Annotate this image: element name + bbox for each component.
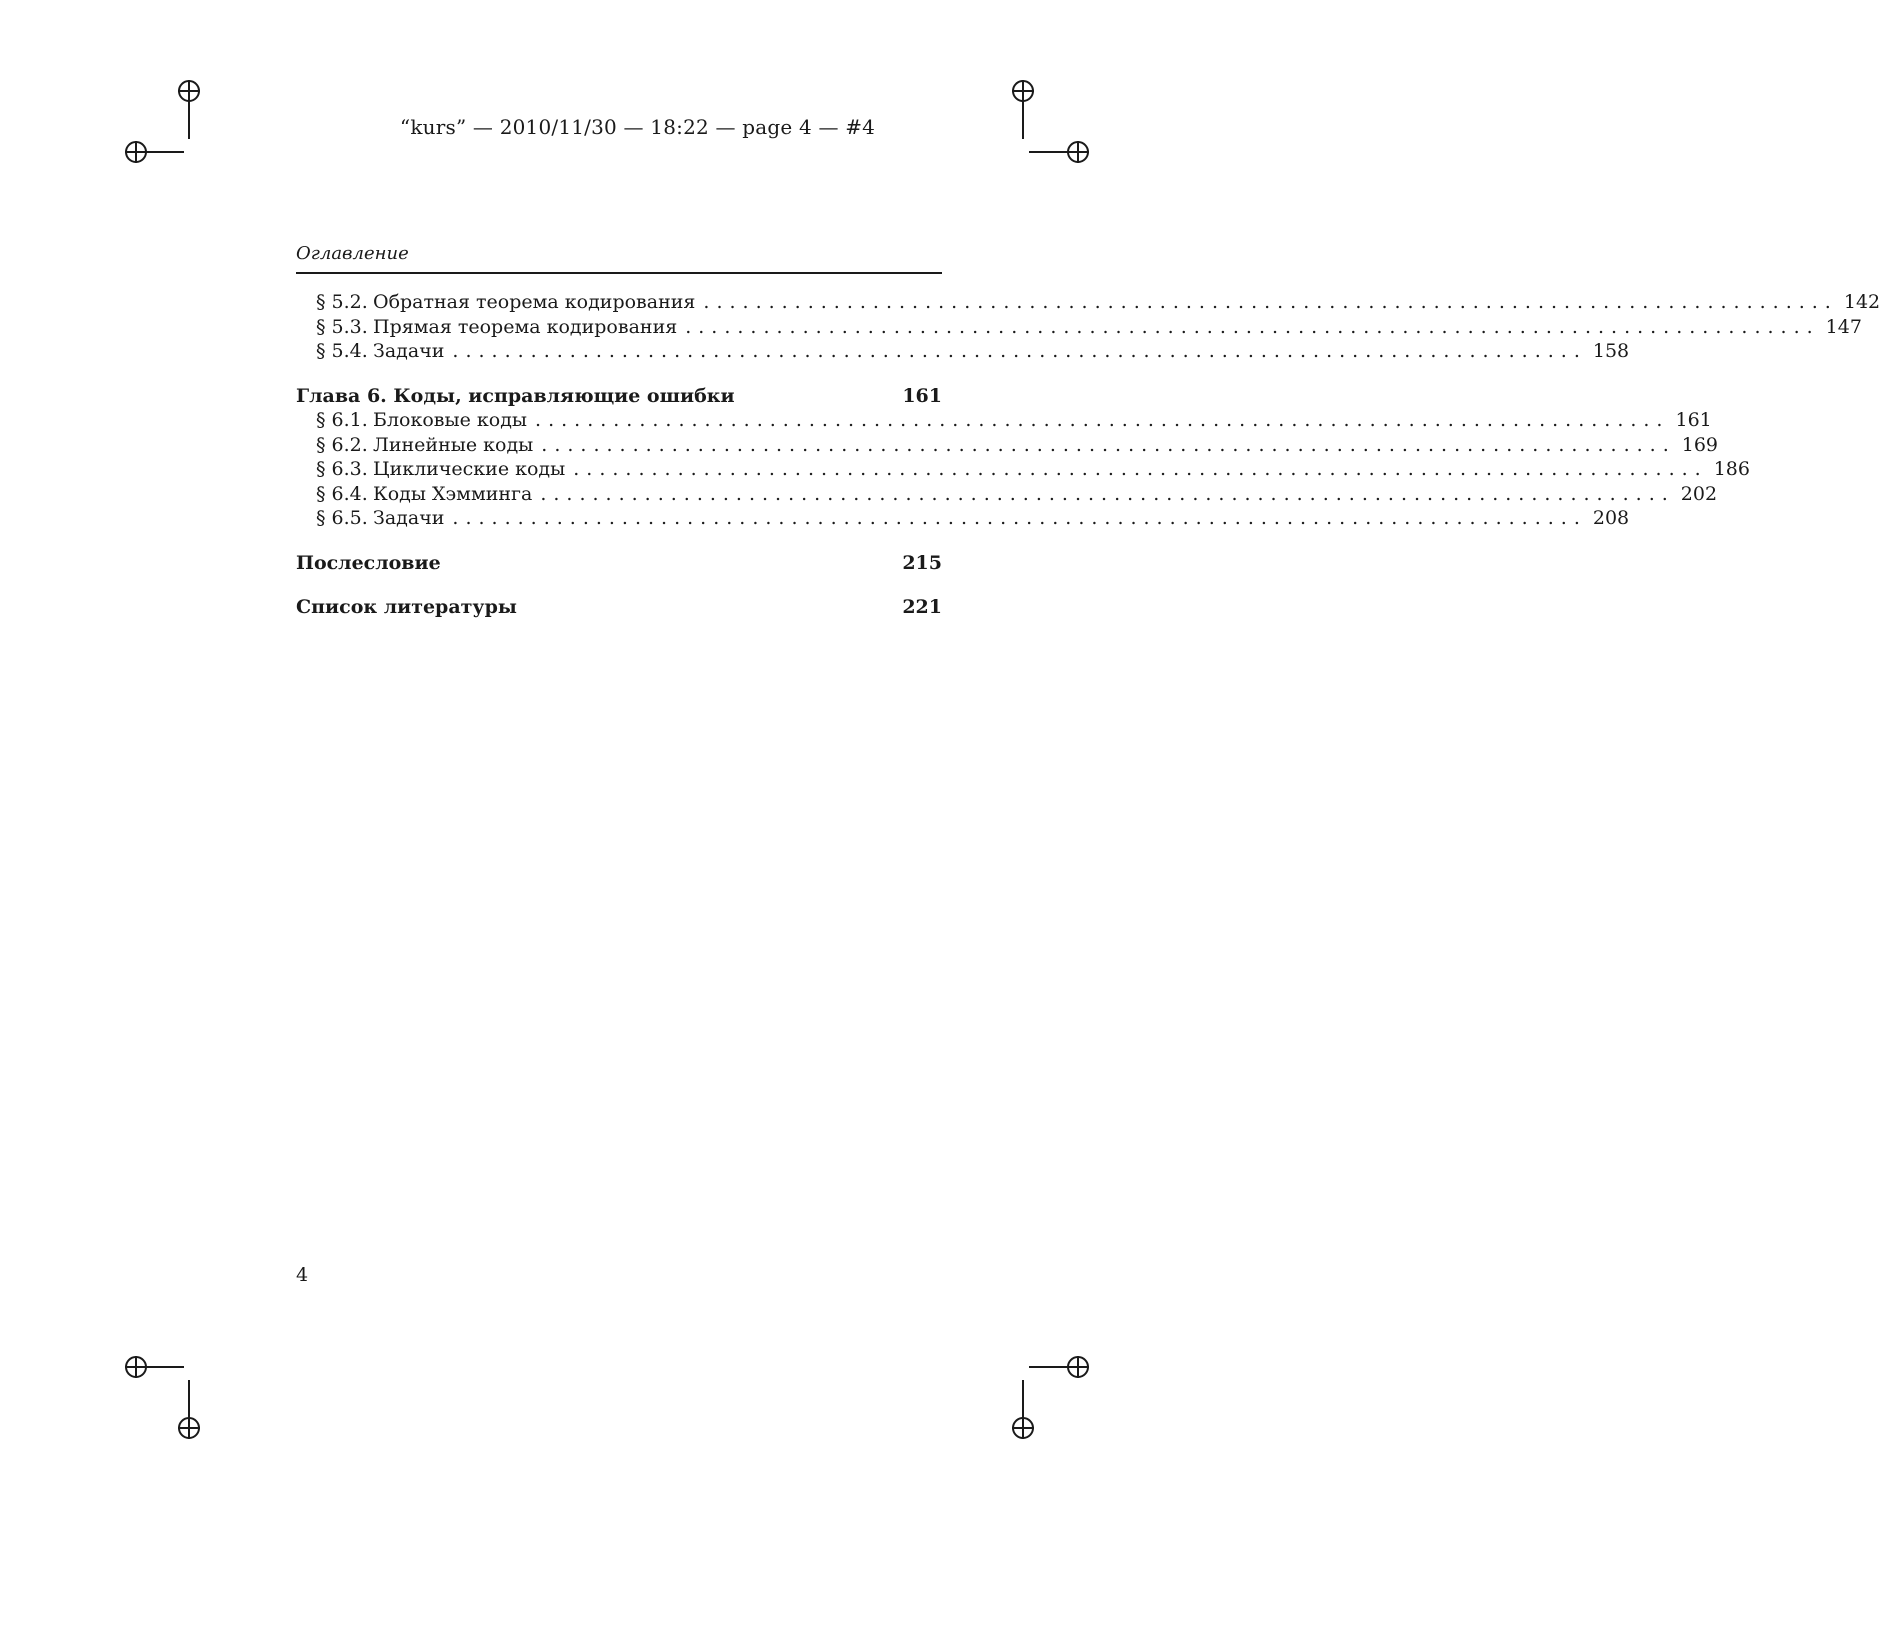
- dot-leader: .......................................................................................: [703, 291, 1838, 313]
- toc-chapter-page: 161: [902, 384, 942, 407]
- dot-leader: .......................................................................................: [573, 458, 1708, 480]
- toc-chapter-6[interactable]: [296, 384, 942, 409]
- toc-chapter-page: 221: [902, 596, 942, 618]
- dot-leader: .......................................................................................: [535, 409, 1670, 431]
- dot-leader: .......................................................................................: [541, 433, 1676, 456]
- page-number: 4: [296, 1264, 309, 1286]
- toc-afterword[interactable]: [296, 551, 942, 576]
- table-of-contents: [296, 290, 1880, 620]
- toc-entry-title: Блоковые коды: [373, 409, 528, 431]
- toc-references[interactable]: [296, 595, 942, 620]
- toc-entry-number: § 5.2.: [316, 291, 368, 313]
- toc-entry-page: 158: [1592, 340, 1630, 362]
- toc-entry-page: 142: [1843, 291, 1880, 313]
- toc-entry-title: Обратная теорема кодирования: [373, 291, 696, 313]
- toc-entry-number: § 5.3.: [316, 315, 368, 338]
- toc-entry-number: § 5.4.: [316, 340, 368, 362]
- toc-entry-title: Задачи: [373, 507, 445, 529]
- toc-entry-number: § 6.4.: [316, 482, 368, 505]
- crop-mark-bottom-right: [1012, 1356, 1102, 1446]
- toc-entry-title: Прямая теорема кодирования: [373, 315, 678, 338]
- toc-entry-title: Линейные коды: [373, 433, 534, 456]
- toc-entry-6-1[interactable]: [296, 408, 1712, 433]
- toc-chapter-page: 215: [902, 551, 942, 574]
- dot-leader: .......................................................................................: [452, 340, 1587, 362]
- dot-leader: .......................................................................................: [685, 315, 1820, 338]
- header-rule: [296, 272, 942, 274]
- toc-chapter-title: Послесловие: [296, 551, 441, 574]
- toc-entry-title: Циклические коды: [373, 458, 566, 480]
- toc-chapter-title: Список литературы: [296, 596, 517, 618]
- toc-entry-5-2[interactable]: [296, 290, 1880, 315]
- dot-leader: .......................................................................................: [540, 482, 1675, 505]
- toc-entry-6-2[interactable]: [296, 433, 1719, 458]
- toc-entry-number: § 6.3.: [316, 458, 368, 480]
- running-head: Оглавление: [296, 243, 409, 264]
- toc-entry-page: 161: [1675, 409, 1712, 431]
- toc-entry-6-3[interactable]: [296, 457, 1750, 482]
- toc-entry-title: Коды Хэмминга: [373, 482, 533, 505]
- toc-entry-page: 208: [1592, 507, 1630, 529]
- toc-entry-page: 169: [1681, 433, 1719, 456]
- toc-entry-6-5[interactable]: [296, 506, 1630, 531]
- toc-entry-6-4[interactable]: [296, 482, 1718, 507]
- toc-entry-5-3[interactable]: [296, 315, 1862, 340]
- toc-chapter-title: Глава 6. Коды, исправляющие ошибки: [296, 384, 735, 407]
- toc-entry-number: § 6.1.: [316, 409, 368, 431]
- crop-mark-bottom-left: [125, 1356, 215, 1446]
- toc-entry-title: Задачи: [373, 340, 445, 362]
- toc-entry-number: § 6.5.: [316, 507, 368, 529]
- toc-entry-number: § 6.2.: [316, 433, 368, 456]
- toc-entry-page: 202: [1680, 482, 1718, 505]
- dot-leader: .......................................................................................: [452, 507, 1587, 529]
- toc-entry-5-4[interactable]: [296, 339, 1630, 364]
- print-slug: “kurs” — 2010/11/30 — 18:22 — page 4 — #4: [399, 115, 876, 139]
- toc-entry-page: 147: [1825, 315, 1862, 338]
- toc-entry-page: 186: [1713, 458, 1750, 480]
